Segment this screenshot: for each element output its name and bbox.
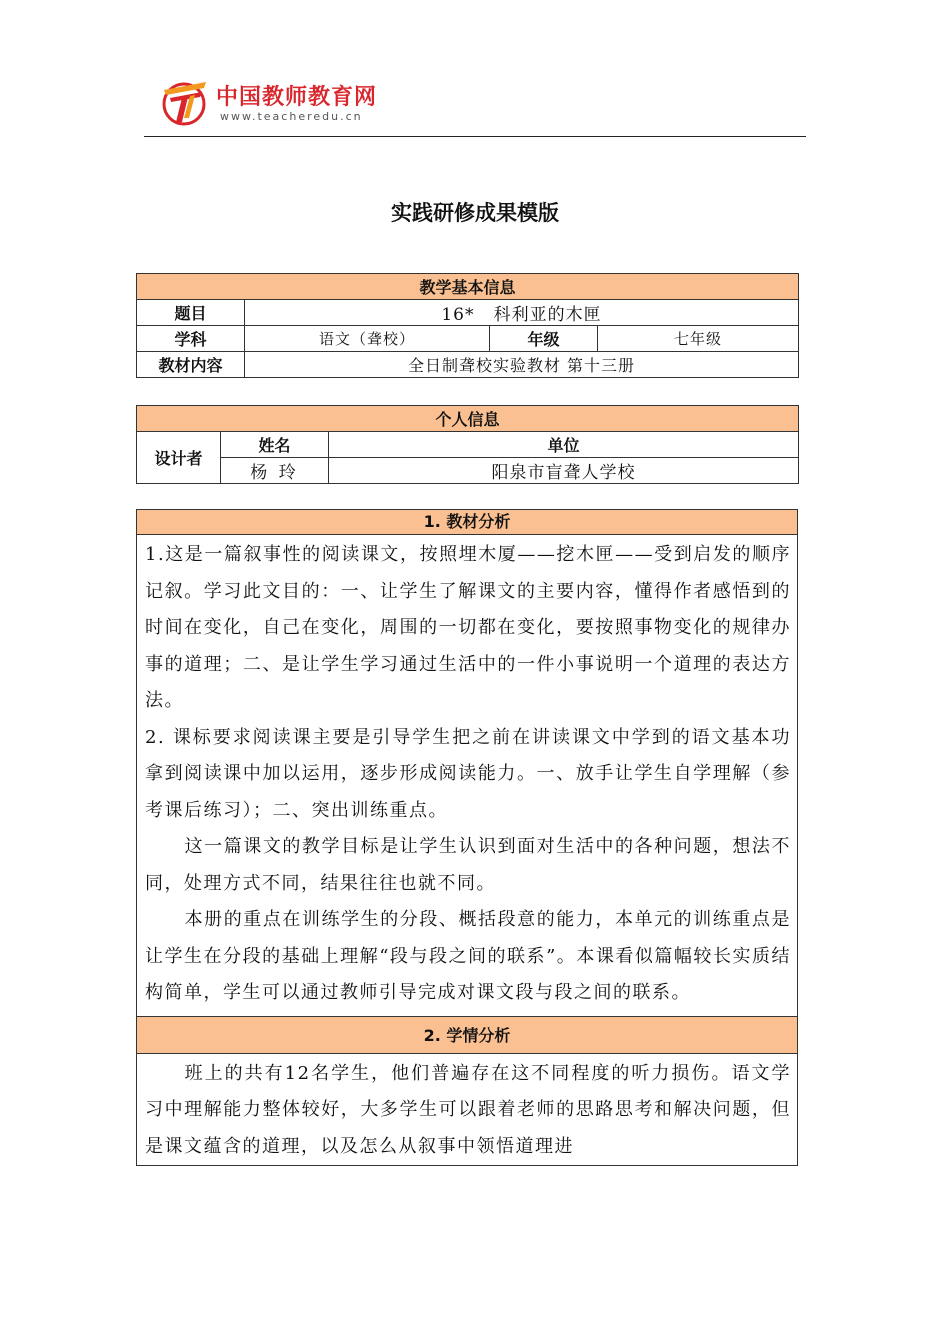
paragraph: 班上的共有12名学生，他们普遍存在这不同程度的听力损伤。语文学习中理解能力整体较好，大多学生可以跟着老师的思路思考和解决问题，但是课文蕴含的道理，以及怎么从叙事中领悟道理进 bbox=[145, 1062, 791, 1157]
teacheredu-logo-icon bbox=[158, 78, 214, 126]
topic-label: 题目 bbox=[137, 300, 245, 326]
logo-name: 中国教师教育网 bbox=[216, 85, 378, 110]
paragraph: 这一篇课文的教学目标是让学生认识到面对生活中的各种问题，想法不同，处理方式不同，结果往往也就不同。 bbox=[145, 836, 791, 894]
header-divider bbox=[144, 136, 806, 137]
paragraph: 本册的重点在训练学生的分段、概括段意的能力，本单元的训练重点是让学生在分段的基础上理解“段与段之间的联系”。本课看似篇幅较长实质结构简单，学生可以通过教师引导完成对课文段与段之间的联系。 bbox=[145, 909, 791, 1003]
textbook-value: 全日制聋校实验教材 第十三册 bbox=[245, 352, 799, 378]
grade-value: 七年级 bbox=[598, 326, 799, 352]
name-label: 姓名 bbox=[221, 432, 329, 458]
section-heading-students: 2. 学情分析 bbox=[137, 1016, 798, 1053]
section-body-materials bbox=[137, 535, 798, 1017]
personal-info-heading: 个人信息 bbox=[137, 406, 799, 432]
page-title: 实践研修成果模版 bbox=[391, 201, 559, 225]
section-body-students bbox=[137, 1053, 798, 1166]
subject-value: 语文（聋校） bbox=[245, 326, 490, 352]
designer-label: 设计者 bbox=[137, 432, 221, 484]
topic-value: 16* 科利亚的木匣 bbox=[245, 300, 799, 326]
basic-info-heading: 教学基本信息 bbox=[137, 274, 799, 300]
analysis-table bbox=[136, 509, 798, 1166]
paragraph: 2. 课标要求阅读课主要是引导学生把之前在讲读课文中学到的语文基本功拿到阅读课中加以运用，逐步形成阅读能力。一、放手让学生自学理解（参考课后练习）；二、突出训练重点。 bbox=[145, 726, 791, 821]
subject-label: 学科 bbox=[137, 326, 245, 352]
textbook-label: 教材内容 bbox=[137, 352, 245, 378]
name-value: 杨 玲 bbox=[221, 458, 329, 484]
personal-info-table bbox=[136, 405, 799, 484]
unit-value: 阳泉市盲聋人学校 bbox=[329, 458, 799, 484]
logo-url: www.teacheredu.cn bbox=[220, 110, 363, 123]
site-logo bbox=[158, 76, 418, 136]
grade-label: 年级 bbox=[490, 326, 598, 352]
unit-label: 单位 bbox=[329, 432, 799, 458]
basic-info-table bbox=[136, 273, 799, 378]
section-heading-materials: 1. 教材分析 bbox=[137, 510, 798, 535]
paragraph: 1.这是一篇叙事性的阅读课文，按照埋木厦——挖木匣——受到启发的顺序记叙。学习此文目的：一、让学生了解课文的主要内容，懂得作者感悟到的时间在变化，自己在变化，周围的一切都在变化，要按照事物变化的规律办事的道理；二、是让学生学习通过生活中的一件小事说明一个道理的表达方法。 bbox=[145, 544, 791, 711]
